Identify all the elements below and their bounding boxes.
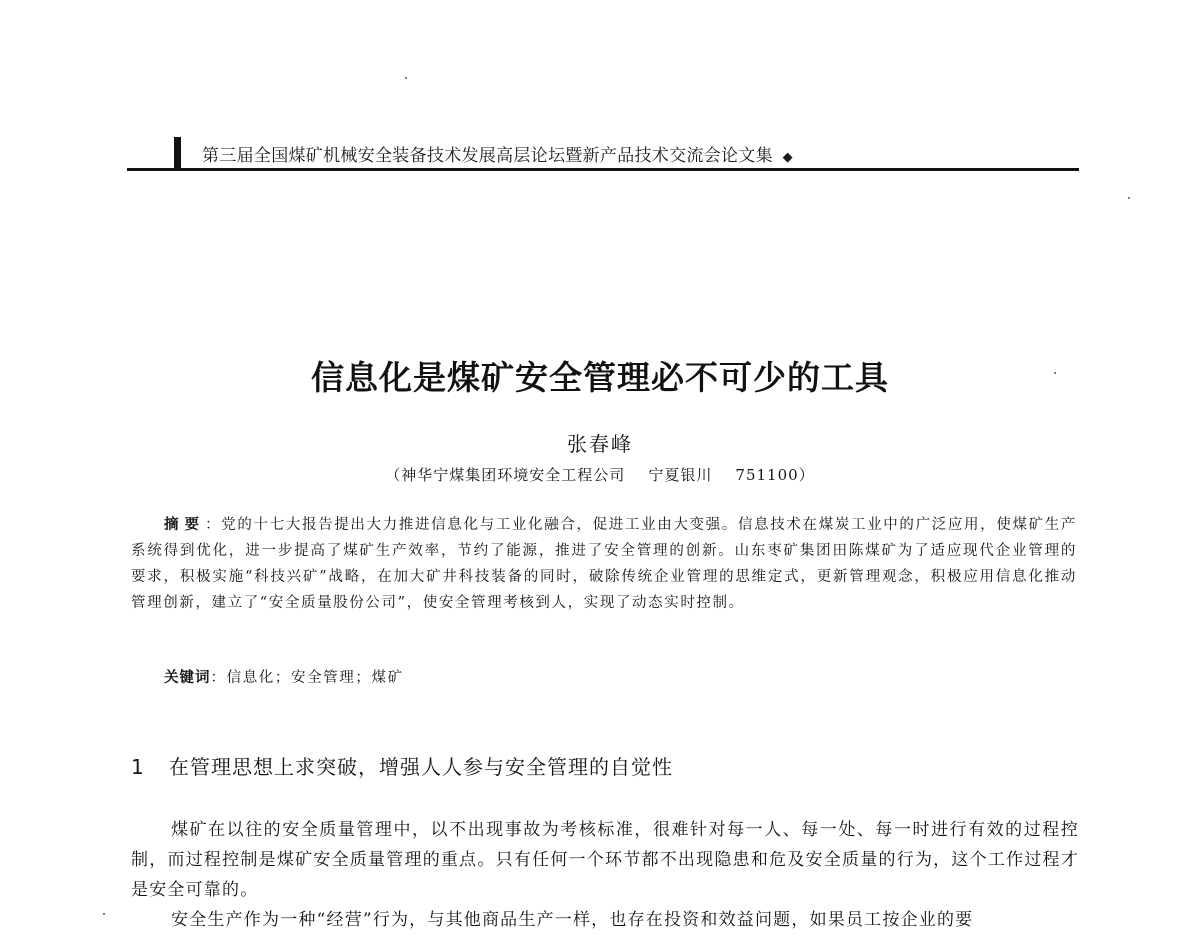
abstract-label: 摘要	[164, 517, 206, 533]
scan-speck	[405, 77, 407, 79]
header-diamond-icon: ◆	[782, 150, 793, 165]
paper-title: 信息化是煤矿安全管理必不可少的工具	[311, 358, 889, 397]
body-paragraph: 煤矿在以往的安全质量管理中，以不出现事故为考核标准，很难针对每一人、每一处、每一时进行有效的过程控制，而过程控制是煤矿安全质量管理的重点。只有任何一个环节都不出现隐患和危及安全质量的行为，这个工作过程才是安全可靠的。	[131, 820, 1079, 900]
body-text	[131, 815, 1079, 935]
section-heading	[131, 751, 673, 780]
body-paragraph: 安全生产作为一种“经营”行为，与其他商品生产一样，也存在投资和效益问题，如果员工按企业的要	[171, 910, 974, 930]
author-name: 张春峰	[567, 432, 633, 456]
author-affiliation: （神华宁煤集团环境安全工程公司 宁夏银川 751100）	[385, 466, 815, 484]
keywords	[164, 666, 404, 687]
running-header	[127, 133, 1079, 173]
section-title: 在管理思想上求突破，增强人人参与安全管理的自觉性	[169, 755, 673, 779]
scan-speck	[103, 913, 105, 915]
keywords-label: 关键词	[164, 670, 211, 686]
abstract	[131, 512, 1077, 616]
running-header-title: 第三届全国煤矿机械安全装备技术发展高层论坛暨新产品技术交流会论文集	[202, 146, 773, 166]
header-bar	[174, 137, 181, 171]
header-rule	[127, 168, 1079, 171]
running-header-text	[202, 141, 793, 166]
section-number: 1	[131, 755, 145, 779]
keywords-text: ：信息化；安全管理；煤矿	[210, 670, 404, 686]
abstract-text: ：党的十七大报告提出大力推进信息化与工业化融合，促进工业由大变强。信息技术在煤炭工业中的广泛应用，使煤矿生产系统得到优化，进一步提高了煤矿生产效率，节约了能源，推进了安全管理的创新。山东枣矿集团田陈煤矿为了适应现代企业管理的要求，积极实施“科技兴矿”战略，在加大矿井科技装备的同时，破除传统企业管理的思维定式，更新管理观念，积极应用信息化推动管理创新，建立了“安全质量股份公司”，使安全管理考核到人，实现了动态实时控制。	[131, 517, 1078, 611]
scan-speck	[1128, 197, 1130, 199]
